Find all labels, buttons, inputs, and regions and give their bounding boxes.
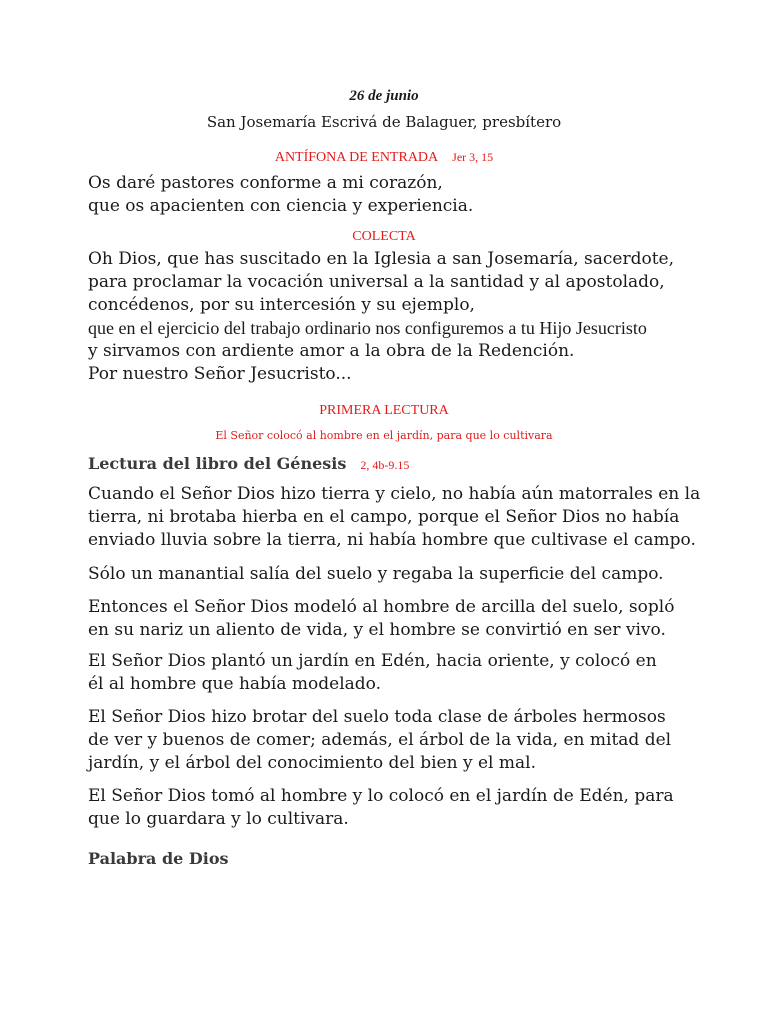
antiphon-line: que os apacienten con ciencia y experiencia. [88, 196, 474, 216]
collect-text [88, 248, 674, 386]
reading-line: Cuando el Señor Dios hizo tierra y cielo, no había aún matorrales en la [88, 484, 701, 504]
collect-line: que en el ejercicio del trabajo ordinario nos configuremos a tu Hijo Jesucristo [88, 318, 647, 338]
reading-paragraph [88, 650, 688, 696]
feast-title: San Josemaría Escrivá de Balaguer, presbítero [206, 113, 562, 131]
first-reading-heading [0, 403, 768, 419]
reading-line: que lo guardara y lo cultivara. [88, 809, 349, 829]
reading-line: en su nariz un aliento de vida, y el hombre se convirtió en ser vivo. [88, 620, 666, 640]
entrance-antiphon-label: ANTÍFONA DE ENTRADA [274, 150, 439, 165]
reading-title [88, 454, 409, 473]
collect-line: Por nuestro Señor Jesucristo... [88, 364, 352, 384]
antiphon-line: Os daré pastores conforme a mi corazón, [88, 173, 443, 193]
entrance-antiphon-heading [0, 150, 768, 166]
reading-book: Lectura del libro del Génesis [88, 454, 347, 473]
reading-ref: 2, 4b-9.15 [360, 458, 410, 472]
entrance-antiphon-ref: Jer 3, 15 [452, 150, 494, 164]
reading-line: Entonces el Señor Dios modeló al hombre de arcilla del suelo, sopló [88, 597, 675, 617]
collect-line: y sirvamos con ardiente amor a la obra de la Redención. [88, 341, 575, 361]
reading-paragraph [88, 706, 688, 775]
collect-line: para proclamar la vocación universal a la santidad y al apostolado, [88, 272, 665, 292]
reading-closing: Palabra de Dios [88, 849, 229, 868]
reading-line: enviado lluvia sobre la tierra, ni había hombre que cultivase el campo. [88, 530, 696, 550]
entrance-antiphon-text [88, 172, 473, 218]
reading-line: Sólo un manantial salía del suelo y regaba la superficie del campo. [88, 564, 664, 584]
collect-line: concédenos, por su intercesión y su ejemplo, [88, 295, 475, 315]
reading-paragraph [88, 596, 688, 642]
feast-date: 26 de junio [349, 88, 419, 104]
reading-line: jardín, y el árbol del conocimiento del bien y el mal. [88, 753, 536, 773]
collect-heading [0, 229, 768, 245]
reading-paragraph [88, 785, 688, 831]
reading-line: tierra, ni brotaba hierba en el campo, porque el Señor Dios no había [88, 507, 680, 527]
reading-line: El Señor Dios hizo brotar del suelo toda clase de árboles hermosos [88, 707, 666, 727]
first-reading-subtitle: El Señor colocó al hombre en el jardín, para que lo cultivara [215, 429, 553, 442]
reading-paragraph [88, 483, 701, 552]
reading-line: El Señor Dios plantó un jardín en Edén, hacia oriente, y colocó en [88, 651, 657, 671]
collect-label: COLECTA [352, 229, 416, 244]
first-reading-label: PRIMERA LECTURA [319, 403, 449, 418]
reading-line: de ver y buenos de comer; además, el árbol de la vida, en mitad del [88, 730, 672, 750]
reading-paragraph [88, 563, 688, 586]
reading-line: El Señor Dios tomó al hombre y lo colocó en el jardín de Edén, para [88, 786, 674, 806]
collect-line: Oh Dios, que has suscitado en la Iglesia a san Josemaría, sacerdote, [88, 249, 674, 269]
reading-line: él al hombre que había modelado. [88, 674, 381, 694]
